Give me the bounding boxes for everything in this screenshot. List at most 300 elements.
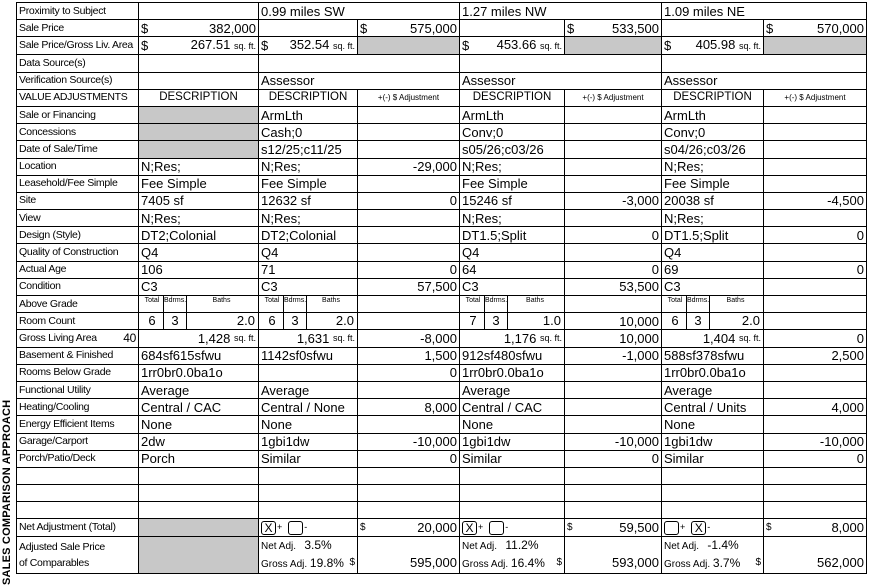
adjusted-price[interactable]: 562,000 [817, 554, 864, 570]
row-label: Sale Price [17, 20, 139, 37]
sqft-unit: sq. ft. [539, 332, 562, 343]
adjustment-cell[interactable]: -3,000 [565, 192, 662, 209]
comp3-proximity[interactable]: 1.09 miles NE [662, 3, 867, 20]
empty-cell [358, 37, 460, 55]
comp1-verification[interactable]: Assessor [259, 72, 460, 89]
bdrms-header: Bdrms. [284, 296, 307, 312]
comp3-verification[interactable]: Assessor [662, 72, 867, 89]
adjustment-cell[interactable] [764, 278, 867, 295]
description-cell[interactable]: None [259, 416, 358, 433]
row-adjusted-sale [17, 536, 867, 573]
minus-sign: - [707, 522, 711, 533]
description-cell[interactable]: 1142sf0sfwu [259, 347, 358, 364]
room-count-values [139, 313, 259, 330]
adjustment-header: +(-) $ Adjustment [565, 89, 662, 106]
comp2-data-source[interactable] [460, 55, 662, 72]
rooms-baths[interactable]: 2.0 [236, 313, 255, 329]
empty-cell [139, 141, 259, 158]
sqft-unit: sq. ft. [233, 41, 256, 52]
description-cell[interactable]: N;Res; [460, 210, 565, 227]
description-cell[interactable]: Average [139, 381, 259, 398]
description-cell[interactable]: Fee Simple [139, 175, 259, 192]
description-cell[interactable]: N;Res; [662, 158, 764, 175]
row-design [17, 227, 867, 244]
rooms-total[interactable]: 6 [664, 313, 687, 329]
net-adj-total[interactable]: 59,500 [619, 520, 659, 536]
description-cell[interactable]: Fee Simple [259, 175, 358, 192]
adjustment-cell[interactable]: 10,000 [565, 313, 662, 330]
adjustment-cell[interactable]: 0 [565, 450, 662, 467]
dollar-sign: $ [462, 38, 470, 54]
adjustment-cell[interactable]: -29,000 [358, 158, 460, 175]
row-location [17, 158, 867, 175]
adjustment-cell[interactable]: 0 [565, 261, 662, 278]
empty-cell [764, 502, 867, 519]
empty-cell [662, 20, 764, 37]
sales-comparison-grid [16, 2, 867, 574]
adjustment-cell[interactable] [358, 227, 460, 244]
adjustment-cell[interactable]: 57,500 [358, 278, 460, 295]
comp2-sale-price[interactable] [565, 20, 662, 37]
comp2-price-gla[interactable] [460, 37, 565, 55]
adjusted-price[interactable]: 593,000 [612, 554, 659, 570]
adjustment-cell[interactable]: 0 [358, 450, 460, 467]
description-cell[interactable]: 684sf615sfwu [139, 347, 259, 364]
description-cell[interactable]: 69 [662, 261, 764, 278]
dollar-sign: $ [567, 20, 575, 36]
empty-cell [565, 502, 662, 519]
description-cell[interactable]: N;Res; [139, 158, 259, 175]
rooms-total[interactable]: 6 [141, 313, 164, 329]
description-cell[interactable]: Fee Simple [662, 175, 764, 192]
comp2-verification[interactable]: Assessor [460, 72, 662, 89]
comp1-sale-price[interactable] [358, 20, 460, 37]
dollar-sign: $ [360, 522, 366, 534]
description-cell[interactable]: Q4 [259, 244, 358, 261]
row-label: Sale or Financing [17, 106, 139, 123]
total-header: Total [141, 296, 164, 312]
empty-cell [565, 37, 662, 55]
empty-cell [565, 175, 662, 192]
row-label: View [17, 210, 139, 227]
bdrms-header: Bdrms. [485, 296, 508, 312]
description-cell[interactable]: 7405 sf [139, 192, 259, 209]
rooms-baths[interactable]: 1.0 [542, 313, 561, 329]
row-label: Functional Utility [17, 381, 139, 398]
gross-adj-label: Gross Adj. [462, 558, 509, 570]
rooms-bdrms[interactable]: 3 [284, 313, 307, 329]
row-label: Garage/Carport [17, 433, 139, 450]
empty-cell [139, 467, 259, 484]
description-cell[interactable]: s04/26;c03/26 [662, 141, 764, 158]
description-cell[interactable]: 2dw [139, 433, 259, 450]
row-basement-2 [17, 364, 867, 381]
sqft-unit: sq. ft. [233, 332, 256, 343]
dollar-sign: $ [261, 38, 269, 54]
row-gla [17, 330, 867, 347]
comp1-sale-price-value: 575,000 [410, 20, 457, 36]
adjustment-cell[interactable]: 0 [358, 364, 460, 381]
adjustment-cell[interactable]: -1,000 [565, 347, 662, 364]
empty-cell [565, 485, 662, 502]
rooms-baths[interactable]: 2.0 [741, 313, 760, 329]
rooms-bdrms[interactable]: 3 [687, 313, 710, 329]
net-adj-pct: 11.2% [505, 537, 539, 552]
adjustment-cell[interactable] [764, 313, 867, 330]
description-cell[interactable]: None [460, 416, 565, 433]
description-cell[interactable]: 106 [139, 261, 259, 278]
bdrms-header: Bdrms. [164, 296, 187, 312]
description-header: DESCRIPTION [460, 89, 565, 106]
description-cell[interactable]: Porch [139, 450, 259, 467]
empty-cell [764, 416, 867, 433]
gla-value[interactable]: 1,631 [296, 330, 330, 346]
row-proximity [17, 3, 867, 20]
empty-cell [139, 124, 259, 141]
row-condition [17, 278, 867, 295]
description-cell[interactable]: Cash;0 [259, 124, 358, 141]
adjustment-cell[interactable]: -10,000 [358, 433, 460, 450]
gla-label-text: Gross Living Area [19, 331, 97, 344]
description-cell[interactable]: 1rr0br0.0ba1o [139, 364, 259, 381]
adjustment-cell[interactable] [358, 313, 460, 330]
baths-header: Baths [726, 297, 745, 305]
row-sale-price [17, 20, 867, 37]
room-count-values [460, 313, 565, 330]
row-headers [17, 89, 867, 106]
room-count-header [460, 296, 565, 313]
description-cell[interactable]: C3 [460, 278, 565, 295]
net-adj-total[interactable]: 8,000 [831, 520, 864, 536]
description-cell[interactable]: 1gbi1dw [259, 433, 358, 450]
dollar-sign: $ [360, 20, 368, 36]
description-cell[interactable]: 15246 sf [460, 192, 565, 209]
minus-checkbox[interactable]: X [691, 521, 706, 535]
empty-cell [662, 502, 764, 519]
description-cell[interactable]: 1gbi1dw [460, 433, 565, 450]
empty-cell [17, 502, 139, 519]
row-label: Energy Efficient Items [17, 416, 139, 433]
description-cell[interactable]: s05/26;c03/26 [460, 141, 565, 158]
comp1-proximity[interactable]: 0.99 miles SW [259, 3, 460, 20]
description-cell[interactable]: 64 [460, 261, 565, 278]
empty-cell [139, 536, 259, 573]
row-heating [17, 399, 867, 416]
adjustment-cell[interactable]: 0 [764, 450, 867, 467]
description-cell[interactable]: Central / CAC [460, 399, 565, 416]
empty-cell [565, 467, 662, 484]
description-cell[interactable]: ArmLth [662, 106, 764, 123]
rooms-total[interactable]: 6 [261, 313, 284, 329]
net-adj-label: Net Adj. [664, 540, 700, 552]
description-cell[interactable]: Similar [460, 450, 565, 467]
description-cell[interactable]: Central / None [259, 399, 358, 416]
plus-checkbox[interactable]: X [462, 521, 477, 535]
empty-cell [259, 485, 358, 502]
dollar-sign: $ [766, 522, 772, 534]
empty-cell [358, 296, 460, 313]
net-adj-pct: 3.5% [304, 537, 332, 552]
description-cell[interactable]: None [139, 416, 259, 433]
empty-cell [565, 141, 662, 158]
subject-sale-price[interactable] [139, 20, 259, 37]
plus-sign: + [478, 522, 484, 533]
adj-pct-cell [662, 536, 764, 573]
description-cell[interactable]: 1gbi1dw [662, 433, 764, 450]
description-cell[interactable]: Conv;0 [460, 124, 565, 141]
gla-value[interactable]: 1,404 [702, 330, 736, 346]
empty-cell [358, 141, 460, 158]
gla-value[interactable]: 1,428 [197, 330, 231, 346]
comp2-price-gla-value: 453.66 [496, 37, 537, 53]
empty-cell [358, 485, 460, 502]
description-cell[interactable]: ArmLth [460, 106, 565, 123]
rooms-bdrms[interactable]: 3 [164, 313, 187, 329]
comp2-proximity[interactable]: 1.27 miles NW [460, 3, 662, 20]
empty-cell [764, 244, 867, 261]
description-cell[interactable]: Central / CAC [139, 399, 259, 416]
gla-label [17, 330, 139, 347]
adjustment-cell[interactable] [565, 364, 662, 381]
description-cell[interactable]: Q4 [460, 244, 565, 261]
row-label: Porch/Patio/Deck [17, 450, 139, 467]
adjustment-cell[interactable]: -10,000 [565, 433, 662, 450]
description-cell[interactable]: 912sf480sfwu [460, 347, 565, 364]
description-cell[interactable]: Similar [259, 450, 358, 467]
gla-left-value: 40 [123, 330, 136, 345]
empty-cell [565, 106, 662, 123]
empty-cell [358, 467, 460, 484]
sqft-unit: sq. ft. [539, 41, 562, 52]
adjustment-cell[interactable] [565, 399, 662, 416]
empty-cell [358, 502, 460, 519]
description-cell[interactable]: Q4 [662, 244, 764, 261]
empty-cell [358, 244, 460, 261]
room-count-header [259, 296, 358, 313]
description-cell[interactable]: DT2;Colonial [139, 227, 259, 244]
description-cell[interactable]: 1rr0br0.0ba1o [662, 364, 764, 381]
section-title: SALES COMPARISON APPROACH [1, 399, 13, 585]
comp3-data-source[interactable] [662, 55, 867, 72]
adjustment-cell[interactable]: -4,500 [764, 192, 867, 209]
net-adj-total-cell [358, 519, 460, 536]
empty-cell [139, 519, 259, 536]
comp2-sale-price-value: 533,500 [612, 20, 659, 36]
row-data-sources [17, 55, 867, 72]
baths-header: Baths [322, 297, 340, 305]
description-cell[interactable]: Average [259, 381, 358, 398]
adj-price-cell [358, 536, 460, 573]
row-price-per-gla [17, 37, 867, 55]
description-cell[interactable]: DT1.5;Split [662, 227, 764, 244]
net-adj-pct: -1.4% [707, 537, 739, 552]
row-label: Sale Price/Gross Liv. Area [17, 37, 139, 55]
description-cell[interactable]: Q4 [139, 244, 259, 261]
empty-cell [764, 124, 867, 141]
description-cell[interactable]: C3 [259, 278, 358, 295]
adjustment-cell[interactable]: 0 [764, 261, 867, 278]
minus-sign: - [304, 522, 308, 533]
description-cell[interactable]: s12/25;c11/25 [259, 141, 358, 158]
empty-cell [565, 381, 662, 398]
row-label: Actual Age [17, 261, 139, 278]
empty-cell [139, 55, 259, 72]
adjusted-price[interactable]: 595,000 [410, 554, 457, 570]
description-cell[interactable]: ArmLth [259, 106, 358, 123]
description-cell[interactable]: C3 [139, 278, 259, 295]
room-count-values [662, 313, 764, 330]
adjustment-cell[interactable] [565, 158, 662, 175]
row-verification [17, 72, 867, 89]
description-cell[interactable]: N;Res; [139, 210, 259, 227]
adjustment-cell[interactable]: 53,500 [565, 278, 662, 295]
description-cell[interactable]: N;Res; [460, 158, 565, 175]
description-cell[interactable]: Conv;0 [662, 124, 764, 141]
adjustment-cell[interactable]: 8,000 [358, 399, 460, 416]
description-cell[interactable]: C3 [662, 278, 764, 295]
minus-checkbox[interactable] [489, 521, 504, 535]
description-cell[interactable]: DT1.5;Split [460, 227, 565, 244]
adjusted-sale-label [17, 536, 139, 573]
empty-cell [17, 485, 139, 502]
row-garage [17, 433, 867, 450]
plus-checkbox[interactable] [664, 521, 679, 535]
description-cell[interactable]: Similar [662, 450, 764, 467]
row-label: Heating/Cooling [17, 399, 139, 416]
description-cell[interactable]: N;Res; [662, 210, 764, 227]
adjustment-cell[interactable] [764, 364, 867, 381]
empty-cell [662, 467, 764, 484]
gla-cell [662, 330, 764, 347]
room-count-values [259, 313, 358, 330]
row-actual-age [17, 261, 867, 278]
empty-cell [259, 20, 358, 37]
description-cell[interactable]: 12632 sf [259, 192, 358, 209]
adjustment-cell[interactable]: 0 [358, 261, 460, 278]
adj-pct-cell [460, 536, 565, 573]
row-label: Concessions [17, 124, 139, 141]
adjustment-cell[interactable]: 0 [764, 227, 867, 244]
description-cell[interactable]: 71 [259, 261, 358, 278]
empty-cell [259, 502, 358, 519]
sqft-unit: sq. ft. [738, 332, 761, 343]
subject-price-gla-value: 267.51 [190, 37, 231, 53]
empty-cell [764, 296, 867, 313]
row-label: Date of Sale/Time [17, 141, 139, 158]
adjustment-cell[interactable]: 10,000 [565, 330, 662, 347]
empty-cell [662, 485, 764, 502]
description-cell[interactable]: DT2;Colonial [259, 227, 358, 244]
comp3-price-gla[interactable] [662, 37, 764, 55]
dollar-sign: $ [556, 556, 562, 568]
empty-cell [460, 20, 565, 37]
empty-cell [764, 175, 867, 192]
gross-adj-label: Gross Adj. [664, 558, 711, 570]
description-cell[interactable] [259, 364, 358, 381]
description-header: DESCRIPTION [139, 89, 259, 106]
minus-checkbox[interactable] [288, 521, 303, 535]
minus-sign: - [505, 522, 509, 533]
row-blank [17, 502, 867, 519]
adjustment-cell[interactable]: 4,000 [764, 399, 867, 416]
description-cell[interactable]: Average [662, 381, 764, 398]
total-header: Total [462, 296, 485, 312]
room-count-header [662, 296, 764, 313]
empty-cell [565, 210, 662, 227]
comp1-price-gla-value: 352.54 [289, 37, 330, 53]
empty-cell [565, 416, 662, 433]
adjustment-cell[interactable]: 0 [358, 192, 460, 209]
row-label: Quality of Construction [17, 244, 139, 261]
row-label: Site [17, 192, 139, 209]
row-financing-1 [17, 106, 867, 123]
description-cell[interactable]: Average [460, 381, 565, 398]
row-label: Leasehold/Fee Simple [17, 175, 139, 192]
rooms-total[interactable]: 7 [462, 313, 485, 329]
adjustment-header: +(-) $ Adjustment [764, 89, 867, 106]
empty-cell [358, 124, 460, 141]
net-adj-total-cell [764, 519, 867, 536]
gla-value[interactable]: 1,176 [503, 330, 537, 346]
description-cell[interactable]: Central / Units [662, 399, 764, 416]
sqft-unit: sq. ft. [332, 41, 355, 52]
bdrms-header: Bdrms. [687, 296, 710, 312]
description-cell[interactable]: N;Res; [259, 210, 358, 227]
comp1-price-gla[interactable] [259, 37, 358, 55]
description-cell[interactable]: 588sf378sfwu [662, 347, 764, 364]
empty-cell [358, 416, 460, 433]
empty-cell [139, 3, 259, 20]
rooms-baths[interactable]: 2.0 [335, 313, 354, 329]
description-cell[interactable]: 20038 sf [662, 192, 764, 209]
plus-checkbox[interactable]: X [261, 521, 276, 535]
description-cell[interactable]: Fee Simple [460, 175, 565, 192]
description-cell[interactable]: None [662, 416, 764, 433]
description-cell[interactable]: N;Res; [259, 158, 358, 175]
net-adj-total[interactable]: 20,000 [417, 520, 457, 536]
row-label: Rooms Below Grade [17, 364, 139, 381]
comp3-sale-price[interactable] [764, 20, 867, 37]
comp3-price-gla-value: 405.98 [695, 37, 736, 53]
adjustment-cell[interactable]: 1,500 [358, 347, 460, 364]
adjustment-cell[interactable]: 2,500 [764, 347, 867, 364]
empty-cell [764, 485, 867, 502]
comp1-data-source[interactable] [259, 55, 460, 72]
dollar-sign: $ [664, 38, 672, 54]
empty-cell [764, 106, 867, 123]
adj-price-cell [565, 536, 662, 573]
adjustment-cell[interactable]: -10,000 [764, 433, 867, 450]
row-label: Proximity to Subject [17, 3, 139, 20]
adjustment-cell[interactable] [764, 158, 867, 175]
gross-adj-pct: 3.7% [712, 555, 741, 570]
description-cell[interactable]: 1rr0br0.0ba1o [460, 364, 565, 381]
gla-cell [259, 330, 358, 347]
row-date [17, 141, 867, 158]
empty-cell [764, 210, 867, 227]
adj-sale-label-2: of Comparables [19, 556, 89, 569]
net-adj-total-cell [565, 519, 662, 536]
dollar-sign: $ [349, 556, 355, 568]
empty-cell [460, 467, 565, 484]
rooms-bdrms[interactable]: 3 [485, 313, 508, 329]
net-adj-label: Net Adj. [261, 540, 297, 552]
adjustment-cell[interactable]: 0 [565, 227, 662, 244]
gla-cell [139, 330, 259, 347]
adjustment-cell[interactable]: -8,000 [358, 330, 460, 347]
subject-price-gla[interactable] [139, 37, 259, 55]
adjustment-cell[interactable]: 0 [764, 330, 867, 347]
